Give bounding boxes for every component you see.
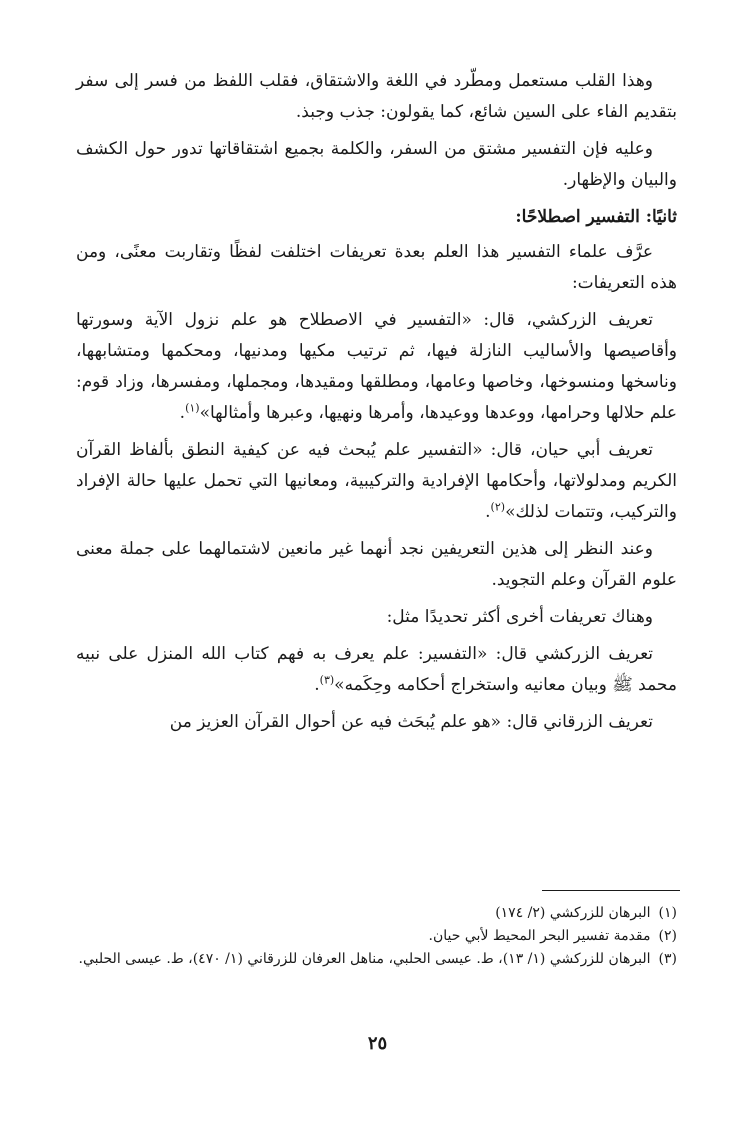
footnote-ref: (٣) <box>319 673 335 687</box>
footnote-text: البرهان للزركشي (٢/ ١٧٤) <box>495 905 651 921</box>
footnote-number: (٣) <box>658 951 677 967</box>
footnote-number: (١) <box>658 905 677 921</box>
footnotes <box>76 902 677 971</box>
footnote-text: مقدمة تفسير البحر المحيط لأبي حيان. <box>428 928 651 944</box>
footnote <box>76 925 677 948</box>
footnote-ref: (١) <box>185 401 200 415</box>
paragraph: تعريف أبي حيان، قال: «التفسير علم يُبحث فيه عن كيفية النطق بألفاظ القرآن الكريم ومدلولاتها، وأحكامها الإفرادية والتركيبية، ومعانيها التي تحمل عليها حالة الإفراد والتركيب، وتتمات لذلك»$^{(٢)}$. <box>76 440 677 522</box>
footnote-text: البرهان للزركشي (١/ ١٣)، ط. عيسى الحلبي، مناهل العرفان للزرقاني (١/ ٤٧٠)، ط. عيسى الحلبي. <box>78 951 651 967</box>
footnote-ref: (٢) <box>490 500 506 514</box>
paragraph: تعريف الزركشي قال: «التفسير: علم يعرف به فهم كتاب الله المنزل على نبيه محمد ﷺ وبيان معانيه واستخراج أحكامه وحِكَمه»$^{(٣)}$. <box>76 644 677 695</box>
paragraph: وعليه فإن التفسير مشتق من السفر، والكلمة بجميع اشتقاقاتها تدور حول الكشف والبيان والإظهار. <box>76 139 677 190</box>
paragraph: عرَّف علماء التفسير هذا العلم بعدة تعريفات اختلفت لفظًا وتقاربت معنًى، ومن هذه التعريفات: <box>76 242 677 293</box>
paragraph: وهذا القلب مستعمل ومطّرد في اللغة والاشتقاق، فقلب اللفظ من فسر إلى سفر بتقديم الفاء على السين شائع، كما يقولون: جذب وجبذ. <box>76 71 677 122</box>
footnote-number: (٢) <box>658 928 677 944</box>
footnote <box>76 902 677 925</box>
page-number: ٢٥ <box>367 1033 388 1054</box>
paragraph: وعند النظر إلى هذين التعريفين نجد أنهما غير مانعين لاشتمالهما على جملة معنى علوم القرآن وعلم التجويد. <box>76 539 677 590</box>
paragraph: وهناك تعريفات أخرى أكثر تحديدًا مثل: <box>386 607 653 627</box>
paragraph: تعريف الزرقاني قال: «هو علم يُبحَث فيه عن أحوال القرآن العزيز من <box>169 712 653 732</box>
paragraph: تعريف الزركشي، قال: «التفسير في الاصطلاح هو علم نزول الآية وسورتها وأقاصيصها والأساليب النازلة فيها، ثم ترتيب مكيها ومدنيها، ومحكمها ومتشابهها، وناسخها ومنسوخها، وخاصها وعامها، ومطلقها ومقيدها، ومجملها، ومفسرها، وزاد قوم: علم حلالها وحرامها، ووعدها ووعيدها، وأمرها ونهيها، وعبرها وأمثالها»$^{(١)}$. <box>76 310 677 423</box>
main-text <box>76 66 677 744</box>
footnote-divider <box>542 890 680 891</box>
footnote <box>76 948 677 971</box>
section-heading: ثانيًا: التفسير اصطلاحًا: <box>515 207 677 227</box>
